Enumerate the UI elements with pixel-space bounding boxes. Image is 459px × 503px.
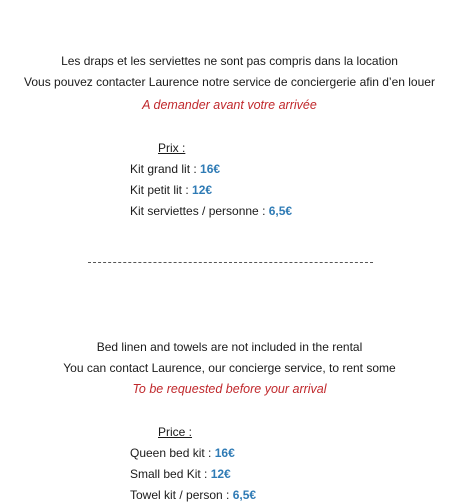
french-intro-line-2: Vous pouvez contacter Laurence notre service de conciergerie afin d’en louer	[24, 75, 435, 89]
price-item-label: Queen bed kit :	[130, 446, 215, 460]
french-price-item	[130, 161, 220, 177]
english-price-item	[130, 487, 256, 503]
price-item-label: Kit serviettes / personne :	[130, 204, 269, 218]
english-intro-line-1: Bed linen and towels are not included in the rental	[96, 340, 363, 354]
english-notice: To be requested before your arrival	[132, 382, 327, 396]
price-item-amount: 12€	[210, 467, 231, 481]
english-price-item	[130, 466, 231, 482]
price-item-amount: 16€	[214, 446, 235, 460]
english-price-heading: Price :	[158, 425, 193, 439]
french-intro-line-1: Les draps et les serviettes ne sont pas compris dans la location	[61, 54, 398, 68]
price-item-amount: 6,5€	[268, 204, 293, 218]
price-item-amount: 12€	[192, 183, 213, 197]
price-item-amount: 16€	[200, 162, 221, 176]
price-item-label: Kit grand lit :	[130, 162, 201, 176]
price-item-amount: 6,5€	[232, 488, 257, 502]
french-notice: A demander avant votre arrivée	[142, 98, 317, 112]
price-item-label: Small bed Kit :	[130, 467, 211, 481]
price-item-label: Towel kit / person :	[130, 488, 233, 502]
section-divider	[88, 262, 373, 263]
english-intro-line-2: You can contact Laurence, our concierge service, to rent some	[63, 361, 396, 375]
english-price-item	[130, 445, 235, 461]
french-price-item	[130, 203, 292, 219]
french-price-item	[130, 182, 212, 198]
french-price-heading: Prix :	[158, 141, 186, 155]
price-item-label: Kit petit lit :	[130, 183, 193, 197]
